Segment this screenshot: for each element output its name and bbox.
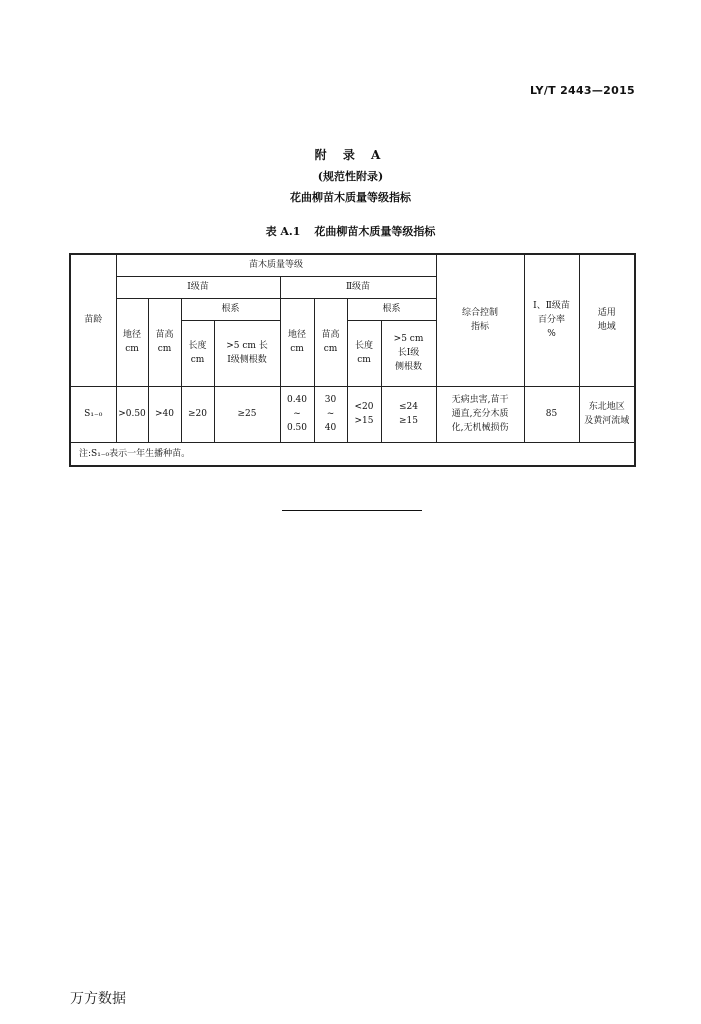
header-overall-control: 综合控制 指标 [436,254,524,386]
cell-g1-length: ≥20 [181,386,214,442]
table-caption-title: 花曲柳苗木质量等级指标 [314,225,436,238]
annex-type: (规范性附录) [317,170,384,183]
header-g2-root-system: 根系 [347,298,436,320]
header-g2-diameter: 地径 cm [280,298,314,386]
cell-g1-diameter: >0.50 [116,386,148,442]
cell-g2-diameter: 0.40 ~ 0.50 [280,386,314,442]
header-g1-root-system: 根系 [181,298,280,320]
header-g2-length: 长度 cm [347,320,381,386]
annex-heading [0,146,701,207]
standard-code: LY/T 2443—2015 [529,84,635,97]
header-g1-diameter: 地径 cm [116,298,148,386]
watermark: 万方数据 [70,991,126,1007]
header-grade1: Ⅰ级苗 [116,276,280,298]
header-quality-grade: 苗木质量等级 [116,254,436,276]
end-rule [282,510,422,511]
table-note: 注:S₁₋₀表示一年生播种苗。 [70,442,635,466]
cell-percentage: 85 [524,386,579,442]
cell-g2-length: <20 >15 [347,386,381,442]
annex-name: 花曲柳苗木质量等级指标 [290,191,411,204]
table-note-row [70,442,635,466]
header-percentage: Ⅰ、Ⅱ级苗 百分率 % [524,254,579,386]
header-g2-height: 苗高 cm [314,298,347,386]
grade-table [69,253,636,467]
header-grade2: Ⅱ级苗 [280,276,436,298]
cell-region: 东北地区 及黄河流域 [579,386,635,442]
header-g1-lateral: >5 cm 长 Ⅰ级侧根数 [214,320,280,386]
header-region: 适用 地域 [579,254,635,386]
table-caption-label: 表 A.1 [265,225,301,238]
table-caption [0,223,701,239]
header-g1-length: 长度 cm [181,320,214,386]
cell-g2-lateral: ≤24 ≥15 [381,386,436,442]
cell-g1-lateral: ≥25 [214,386,280,442]
table-row [70,386,635,442]
header-age: 苗龄 [70,254,116,386]
cell-g1-height: >40 [148,386,181,442]
header-g1-height: 苗高 cm [148,298,181,386]
cell-age: S₁₋₀ [70,386,116,442]
annex-title: 附 录 A [314,148,387,162]
cell-overall-control: 无病虫害,苗干 通直,充分木质 化,无机械损伤 [436,386,524,442]
cell-g2-height: 30 ~ 40 [314,386,347,442]
header-g2-lateral: >5 cm 长Ⅰ级 侧根数 [381,320,436,386]
